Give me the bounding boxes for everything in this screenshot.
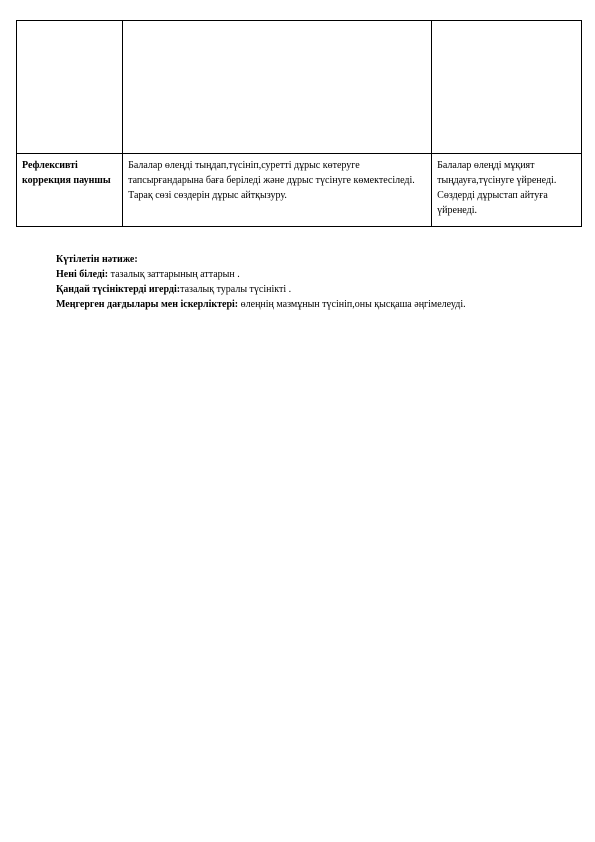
empty-cell-label bbox=[17, 21, 123, 154]
table-row-reflection bbox=[17, 154, 582, 227]
outcome-knows-text: тазалық заттарының аттарын . bbox=[108, 269, 240, 280]
empty-cell-child bbox=[432, 21, 582, 154]
outcome-ideas bbox=[56, 282, 576, 297]
outcome-ideas-label: Қандай түсініктерді игерді: bbox=[56, 284, 181, 295]
outcome-knows bbox=[56, 267, 576, 282]
empty-cell-teacher bbox=[123, 21, 432, 154]
reflection-label-cell: Рефлексивті коррекция пауншы bbox=[17, 154, 123, 227]
outcomes-heading: Күтілетін нәтиже: bbox=[56, 254, 138, 265]
outcome-ideas-text: тазалық туралы түсінікті . bbox=[180, 284, 292, 295]
reflection-child-cell: Балалар өлеңді мұқият тыңдауға,түсінуге үйренеді. Сөздерді дұрыстап айтуға үйренеді. bbox=[432, 154, 582, 227]
reflection-teacher-cell: Балалар өлеңді тыңдап,түсініп,суретті дұрыс көтеруге тапсырғандарына баға беріледі және дұрыс түсінуге көмектесіледі. Тарақ сөзі сөздерін дұрыс айтқызуру. bbox=[123, 154, 432, 227]
expected-outcomes bbox=[56, 252, 576, 312]
outcome-skills bbox=[56, 297, 576, 312]
table-row-empty bbox=[17, 21, 582, 154]
lesson-table bbox=[16, 20, 582, 227]
outcome-knows-label: Нені біледі: bbox=[56, 269, 109, 280]
outcome-skills-label: Меңгерген дағдылары мен іскерліктері: bbox=[56, 299, 239, 310]
outcome-skills-text: өлеңнің мазмұнын түсініп,оны қысқаша әңгімелеуді. bbox=[238, 299, 466, 310]
